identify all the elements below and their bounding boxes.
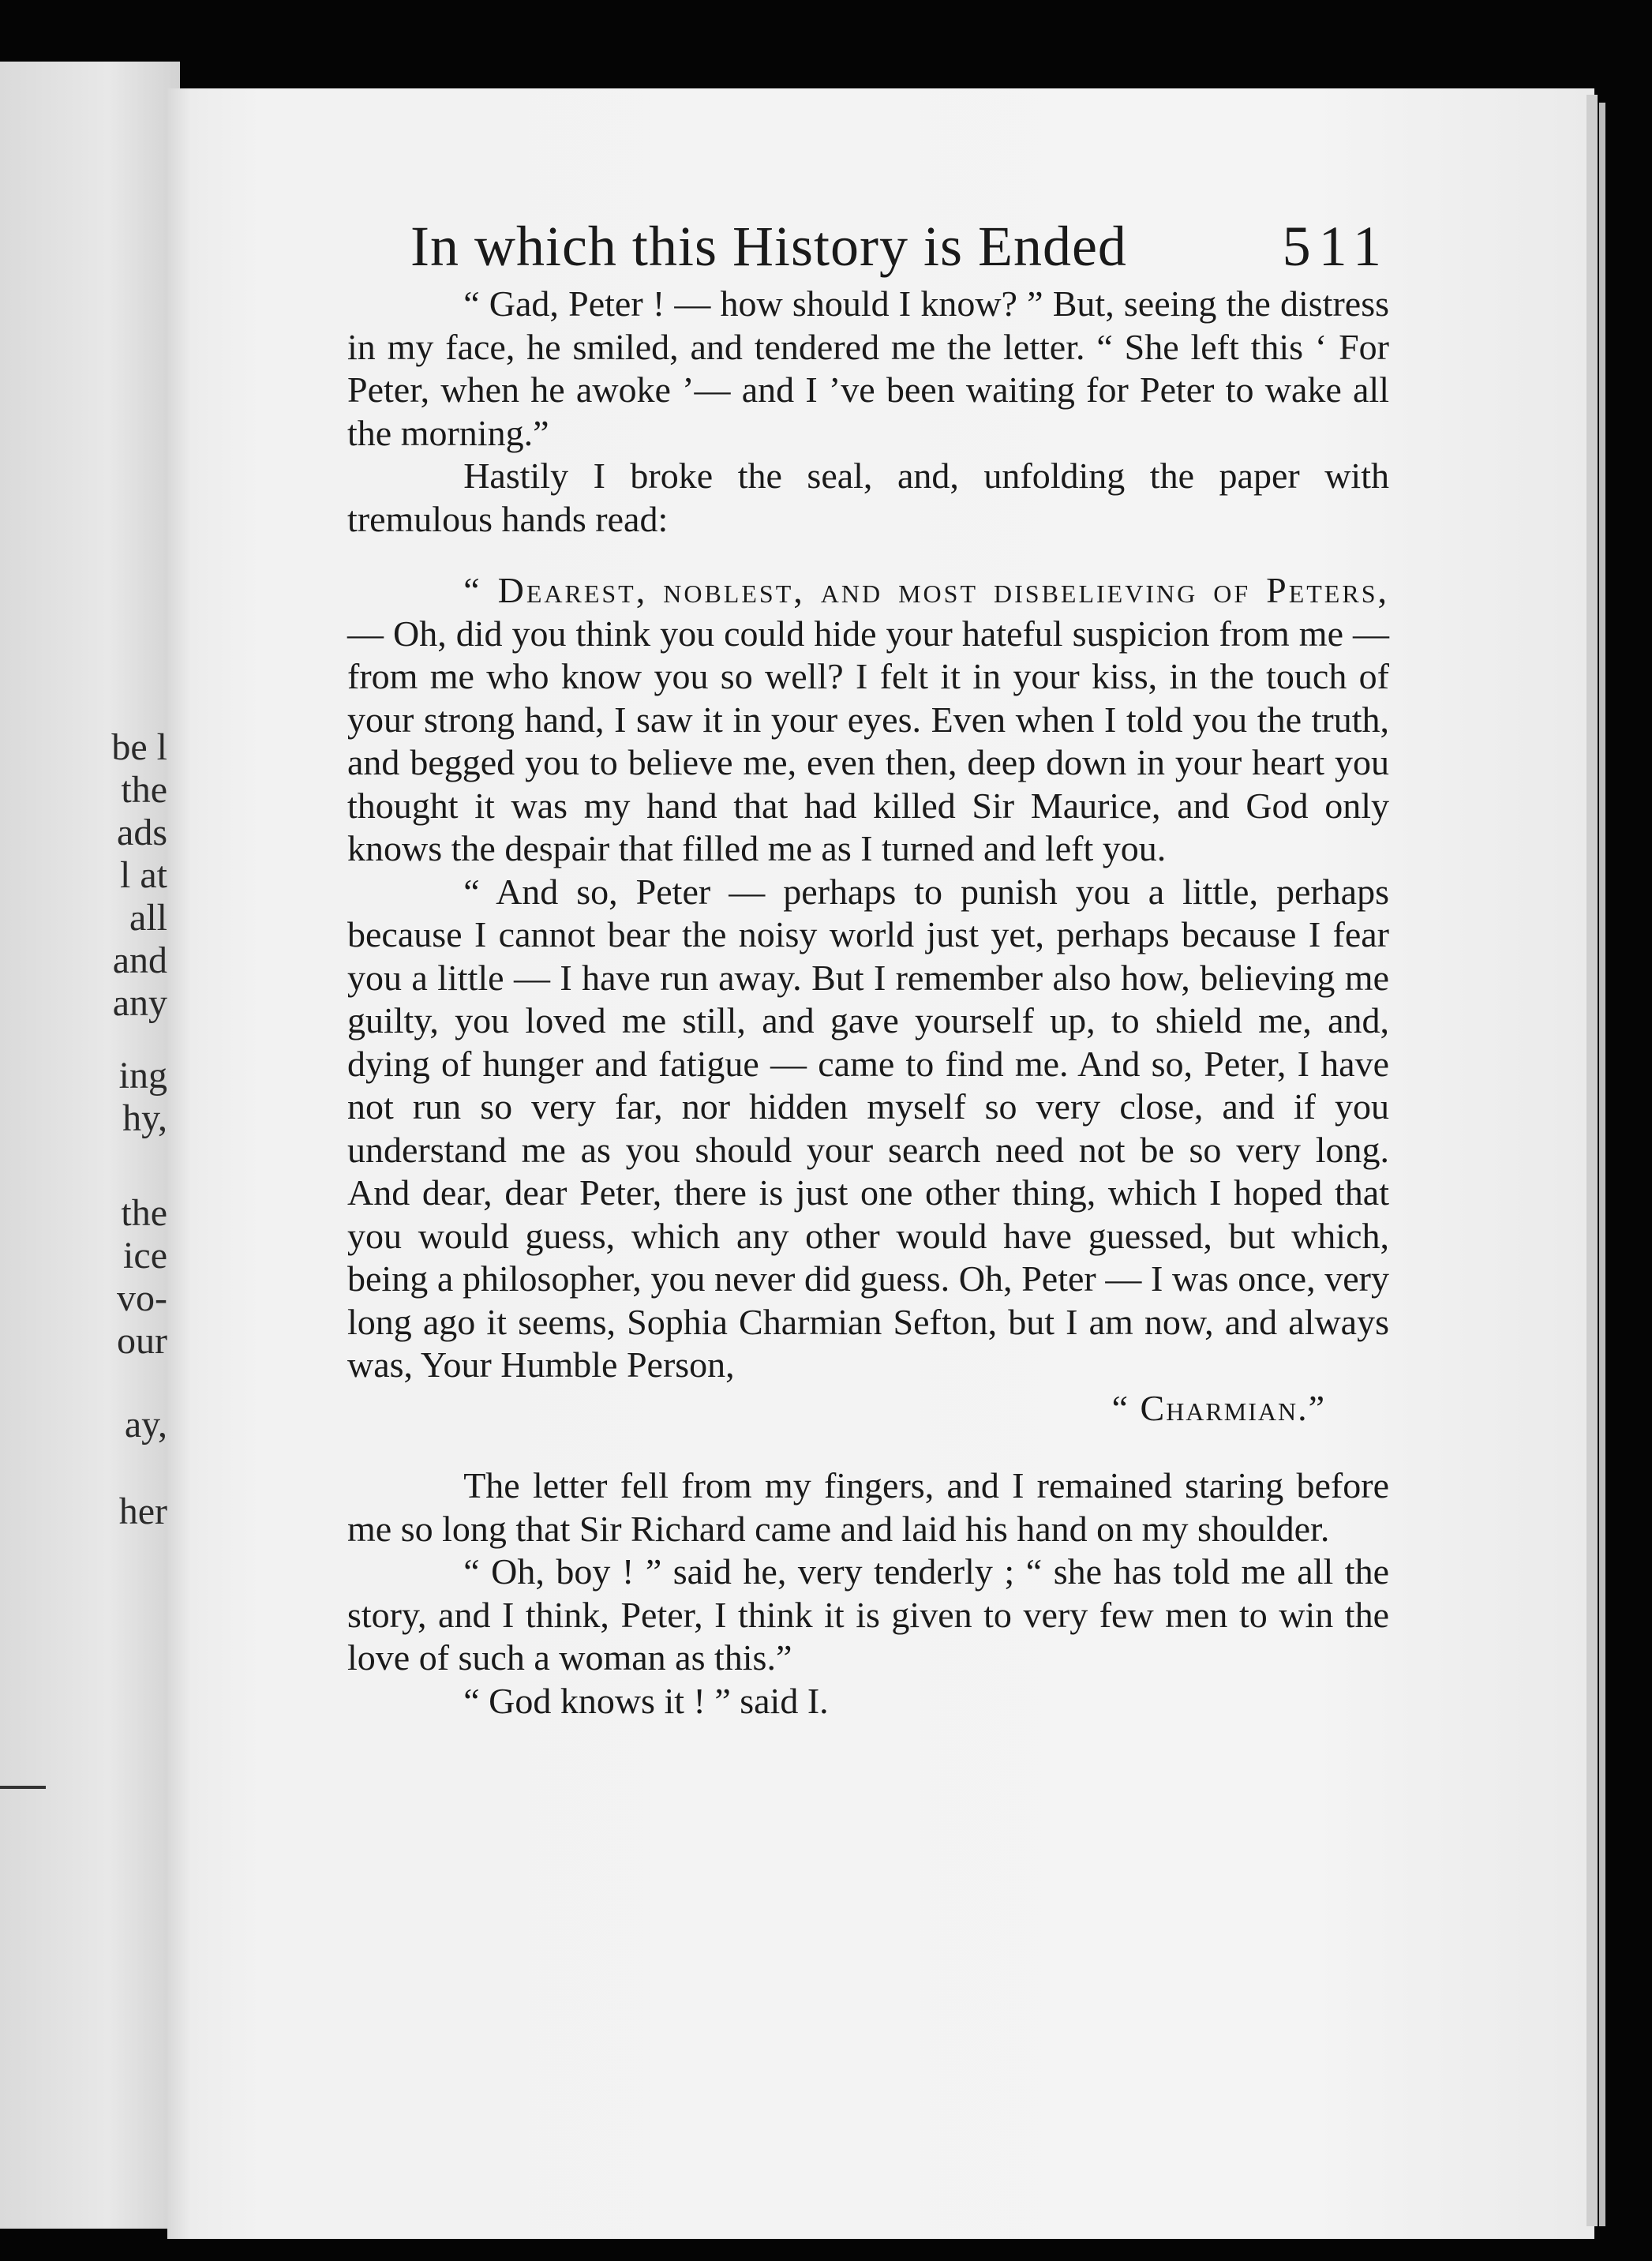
letter-signature: “ Charmian.” xyxy=(1111,1387,1326,1428)
left-page-rule xyxy=(0,1786,46,1789)
letter-paragraph xyxy=(347,569,1389,871)
chapter-title: In which this History is Ended xyxy=(410,215,1127,278)
left-page-fragment: the xyxy=(121,769,167,811)
paragraph: The letter fell from my fingers, and I remained staring before me so long that Sir Richard came and laid his hand on my shoulder. xyxy=(347,1465,1389,1549)
left-page-fragment: be l xyxy=(111,726,167,768)
left-page-fragment: the xyxy=(121,1192,167,1234)
left-page-fragment: all xyxy=(129,897,167,939)
page-edge xyxy=(1599,103,1605,2226)
left-page-fragment: any xyxy=(112,982,167,1024)
running-header xyxy=(410,215,1389,278)
page-edge xyxy=(1586,95,1598,2226)
page-number: 511 xyxy=(1282,215,1389,278)
left-page-fragment: ing xyxy=(118,1055,167,1097)
paragraph: “ God knows it ! ” said I. xyxy=(463,1680,829,1721)
left-page-fragment: our xyxy=(117,1320,167,1362)
letter-body: — Oh, did you think you could hide your hateful suspicion from me — from me who know you so well? I felt it in your kiss, in the touch of your strong hand, I saw it in your eyes. Even when I told you the truth, and begged you to believe me, even then, deep down in your heart you thought it was my hand that had killed Sir Maurice, and God only knows the despair that filled me as I turned and left you. xyxy=(347,613,1389,868)
letter-salutation: “ Dearest, noblest, and most disbelieving of Peters, xyxy=(463,570,1389,610)
left-page-fragment: l at xyxy=(120,854,167,896)
left-page-fragment: hy, xyxy=(122,1097,167,1139)
left-page-fragment: ads xyxy=(117,812,167,853)
left-page-fragment: ay, xyxy=(124,1404,167,1445)
letter-paragraph: “ And so, Peter — perhaps to punish you a little, perhaps because I cannot bear the noisy world just yet, perhaps because I fear you a little — I have run away. But I remember also how, believing me guilty, you loved me still, and gave yourself up, to shield me, and, dying of hunger and fatigue — came to find me. And so, Peter, I have not run so very far, nor hidden myself so very close, and if you understand me as you should your search need not be so very long. And dear, dear Peter, there is just one other thing, which I hoped that you would guess, which any other would have guessed, but which, being a philosopher, you never did guess. Oh, Peter — I was once, very long ago it seems, Sophia Charmian Sefton, but I am now, and always was, Your Humble Person, xyxy=(347,871,1389,1385)
paragraph: “ Gad, Peter ! — how should I know? ” But, seeing the distress in my face, he smiled, and tendered me the letter. “ She left this ‘ For Peter, when he awoke ’— and I ’ve been waiting for Peter to wake all the morning.” xyxy=(347,283,1389,453)
left-page-fragment: her xyxy=(118,1490,167,1532)
page-text-block xyxy=(347,215,1389,1723)
left-page-fragment: ice xyxy=(123,1235,167,1277)
paragraph: “ Oh, boy ! ” said he, very tenderly ; “ she has told me all the story, and I think, Peter, I think it is given to very few men to win the love of such a woman as this.” xyxy=(347,1551,1389,1678)
left-facing-page xyxy=(0,62,180,2229)
paragraph: Hastily I broke the seal, and, unfolding the paper with tremulous hands read: xyxy=(347,456,1389,539)
left-page-fragment: and xyxy=(112,939,167,981)
left-page-fragment: vo- xyxy=(117,1277,167,1319)
